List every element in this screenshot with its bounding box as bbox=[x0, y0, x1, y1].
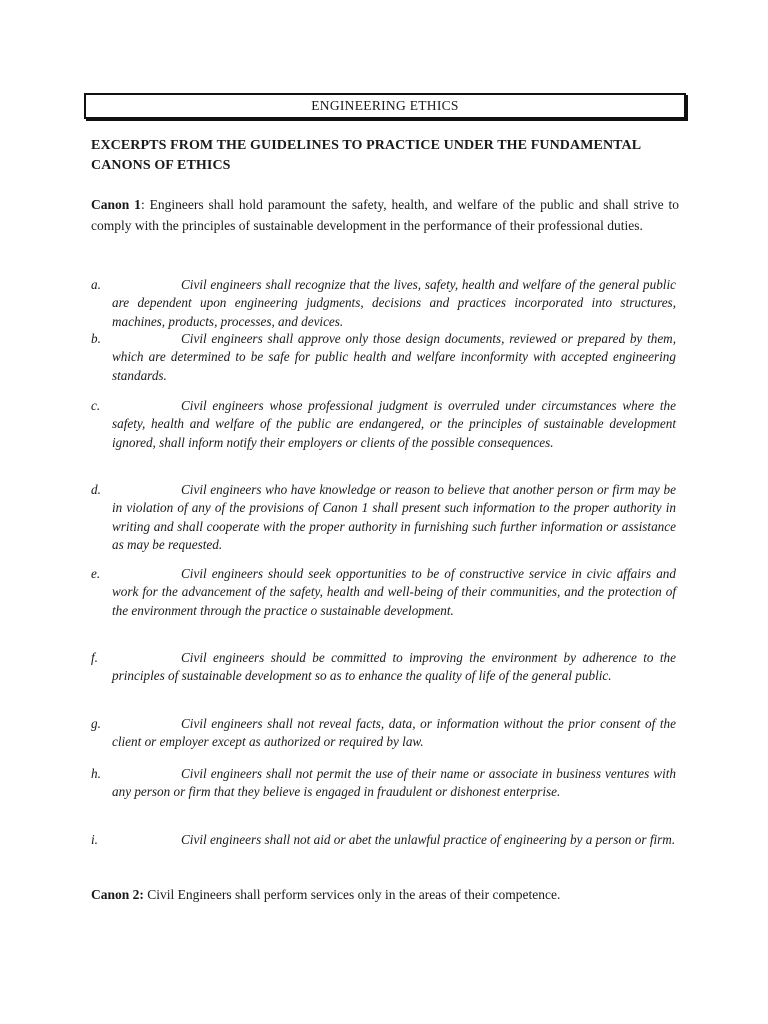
canon-2-label: Canon 2: bbox=[91, 887, 144, 902]
list-item-letter: a. bbox=[91, 277, 101, 292]
list-item bbox=[91, 276, 681, 331]
list-item-text: Civil engineers shall recognize that the lives, safety, health and welfare of the general public are dependent upon engineering judgments, decisions and practices incorporated into structures, machines, products, processes, and devices. bbox=[112, 277, 676, 329]
list-item-letter: e. bbox=[91, 566, 101, 581]
list-item bbox=[91, 831, 681, 849]
list-item-text: Civil engineers who have knowledge or reason to believe that another person or firm may be in violation of any of the provisions of Canon 1 shall present such information to the proper authority in writing and shall cooperate with the proper authority in furnishing such further information or assistance as may be requested. bbox=[112, 482, 676, 552]
list-item-text: Civil engineers shall not aid or abet the unlawful practice of engineering by a person or firm. bbox=[181, 832, 676, 847]
list-item bbox=[91, 481, 681, 554]
list-item-text: Civil engineers whose professional judgment is overruled under circumstances where the safety, health and welfare of the public are endangered, or the principles of sustainable development ignored, shall inform notify their employers or clients of the possible consequences. bbox=[112, 398, 676, 450]
list-item-letter: f. bbox=[91, 650, 98, 665]
list-item-text: Civil engineers shall approve only those design documents, reviewed or prepared by them, which are determined to be safe for public health and welfare inconformity with accepted engineering standards. bbox=[112, 331, 676, 383]
canon-2-paragraph bbox=[91, 885, 679, 905]
canon-1-text: : Engineers shall hold paramount the safety, health, and welfare of the public and shall strive to comply with the principles of sustainable development in the performance of their professional duties. bbox=[91, 197, 680, 233]
list-item-text: Civil engineers shall not reveal facts, data, or information without the prior consent of the client or employer except as authorized or required by law. bbox=[112, 716, 676, 750]
list-item bbox=[91, 397, 681, 452]
list-item bbox=[91, 330, 681, 385]
canon-2-text: Civil Engineers shall perform services only in the areas of their competence. bbox=[143, 887, 561, 902]
canon-1-paragraph bbox=[91, 195, 679, 236]
list-item bbox=[91, 765, 681, 802]
list-item-letter: g. bbox=[91, 716, 101, 731]
list-item-letter: i. bbox=[91, 832, 98, 847]
list-item-letter: d. bbox=[91, 482, 101, 497]
list-item-letter: h. bbox=[91, 766, 101, 781]
list-item bbox=[91, 565, 681, 620]
canon-1-label: Canon 1 bbox=[91, 197, 141, 212]
list-item-text: Civil engineers shall not permit the use of their name or associate in business ventures with any person or firm that they believe is engaged in fraudulent or dishonest enterprise. bbox=[112, 766, 676, 800]
document-title: ENGINEERING ETHICS bbox=[84, 93, 686, 119]
list-item bbox=[91, 649, 681, 686]
list-item bbox=[91, 715, 681, 752]
list-item-text: Civil engineers should be committed to improving the environment by adherence to the principles of sustainable development so as to enhance the quality of life of the general public. bbox=[112, 650, 676, 684]
list-item-letter: b. bbox=[91, 331, 101, 346]
list-item-text: Civil engineers should seek opportunities to be of constructive service in civic affairs and work for the advancement of the safety, health and well-being of their communities, and the protection of the environment through the practice o sustainable development. bbox=[112, 566, 676, 618]
section-heading: EXCERPTS FROM THE GUIDELINES TO PRACTICE UNDER THE FUNDAMENTAL CANONS OF ETHICS bbox=[91, 138, 641, 173]
list-item-letter: c. bbox=[91, 398, 101, 413]
